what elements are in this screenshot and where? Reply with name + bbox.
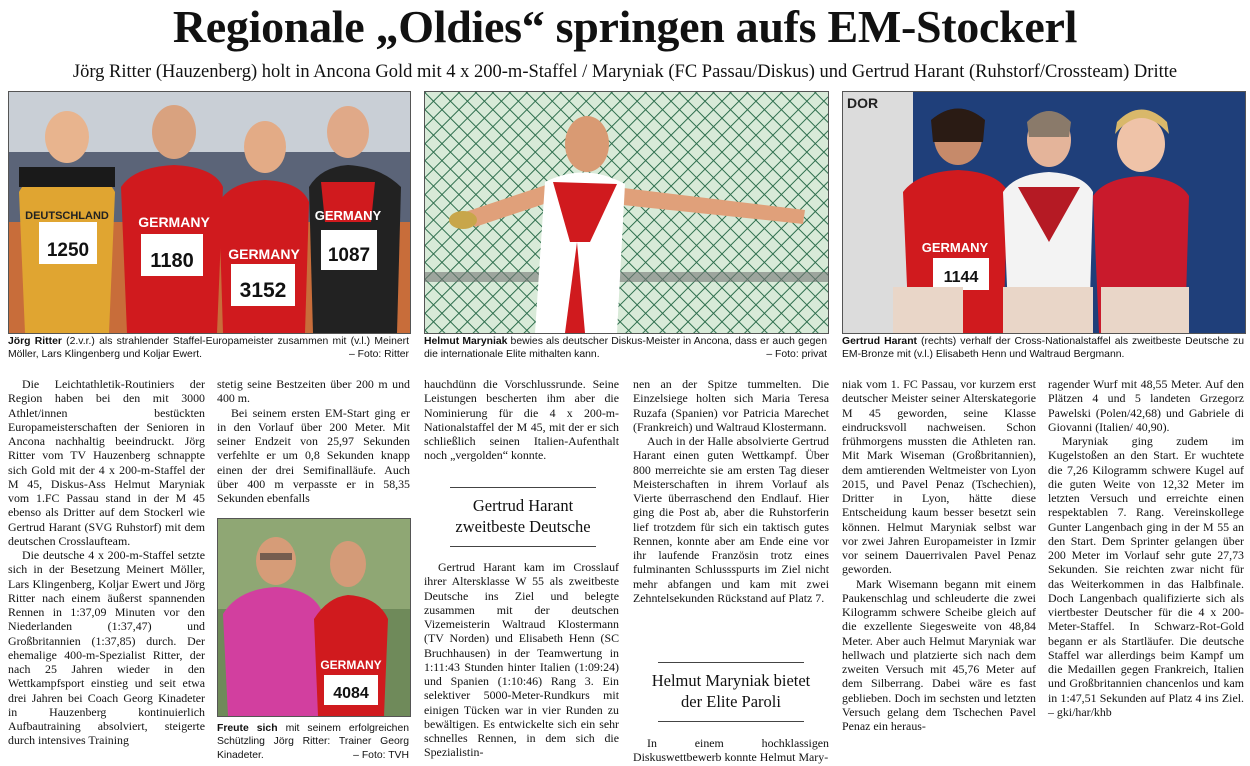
section-subtitle: Gertrud Harant zweitbeste Deutsche [455,496,591,536]
divider [658,662,804,663]
shirt-text: GERMANY [320,658,382,672]
paragraph: In einem hochklassigen Diskuswettbewerb konnte Helmut Mary- [633,736,829,765]
trainer-photo [217,518,411,717]
bib-number: 1250 [46,240,90,261]
photo-credit: – Foto: privat [766,349,827,361]
shirt-text: GERMANY [921,240,989,255]
paragraph: hauchdünn die Vorschlussrunde. Seine Leistungen bescherten ihm aber die Nominierung für die 4 x 200-m-Nationalstaffel der M 45, mit der er sich schließlich seinen Italien-Aufenthalt noch „vergolden“ konnte. [424,377,619,463]
paragraph: nen an der Spitze tummelten. Die Einzelsiege holten sich Maria Teresa Ruzafa (Spanien) vor Patricia Marechet (Frankreich) und Waltraud Klostermann. [633,377,829,434]
discus-photo-caption [424,335,827,362]
section-subtitle: Helmut Maryniak bietet der Elite Paroli [651,671,811,711]
divider [450,487,596,488]
relay-team-photo [8,91,411,334]
paragraph: Bei seinem ersten EM-Start ging er in den Vorlauf über 200 Meter. Mit seiner Endzeit von 25,97 Sekunden verfehlte er um 0,8 Sekunden knapp einen der drei Semifinalläufe. Auch über 400 m verpasste er in 58,35 Sekunden ebenfalls [217,405,410,505]
divider [450,546,596,547]
paragraph: Die deutsche 4 x 200-m-Staffel setzte sich in der Besetzung Meinert Möller, Lars Klingenberg, Koljar Ewert und Jörg Ritter nach einem äußerst spannenden Rennen in 1:37,09 Minuten vor den Niederlanden (1:37,47) und Großbritannien (1:37,85) durch. Der ehemalige 400-m-Spezialist Ritter, der nach 25 Jahren wieder in den Wettkampfsport einstieg und seit etwa drei Jahren bei Coach Georg Kinadeter in Hauzenberg kontinuierlich Aufbautraining absolviert, steigerte durch intensives Training [8,548,205,748]
bib-number: 1180 [150,250,194,272]
article-column-4 [633,377,829,605]
paragraph: Gertrud Harant kam im Crosslauf ihrer Altersklasse W 55 als zweitbeste Deutsche ins Ziel und belegte zusammen mit der deutschen Vizemeisterin Waltraud Klostermann (TV Norden) und Elisabeth Henn (SC Bruchhausen) in der Teamwertung in 1:11:43 Stunden hinter Italien (1:09:24) und Spanien (1:10:46) Rang 3. Ein selektiver 5000-Meter-Rundkurs mit einigen Tücken war in vier Runden zu bewältigen. Es entwickelte sich ein sehr schnelles Rennen, in dem sich die Spezialistin- [424,560,619,760]
caption-name: Helmut Maryniak [424,336,508,347]
trainer-photo-caption [217,722,409,762]
article-column-2 [217,377,410,505]
paragraph: stetig seine Bestzeiten über 200 m und 400 m. [217,377,410,406]
shirt-text: GERMANY [138,214,210,230]
article-column-4b [633,736,829,765]
paragraph: Mark Wisemann begann mit einem Paukenschlag und schleuderte die zwei Kilogramm schwere Scheibe gleich auf die exzellente Siegesweite von 48,84 Meter. Aber auch Helmut Maryniak war hellwach und platzierte sich nach dem zweiten Versuch mit 45,76 Meter auf dem Silberrang. Dabei wäre es fast geblieben. Doch im sechsten und letzten Versuch gelang dem Tschechen Pavel Penaz ein heraus- [842,576,1036,733]
photo-credit: – Foto: Ritter [348,349,409,361]
article-column-3 [424,377,619,463]
relay-photo-caption [8,335,409,362]
shirt-text: GERMANY [314,208,382,223]
caption-text: mit seinem erfolgreichen Schützling Jörg Ritter: Trainer Georg Kinadeter. [217,723,410,761]
divider [658,721,804,722]
subheadline: Jörg Ritter (Hauzenberg) holt in Ancona Gold mit 4 x 200-m-Staffel / Maryniak (FC Passau/Diskus) und Gertrud Harant (Ruhstorf/Crossteam) Dritte [72,62,1178,82]
paragraph: Die Leichtathletik-Routiniers der Region haben bei den mit 3000 Athlet/innen bestückten Europameisterschaften der Senioren in Ancona nachhaltig beeindruckt. Jörg Ritter vom TV Hauzenberg schnappte sich Gold mit der 4 x 200-m-Staffel der M 45, Diskus-Ass Helmut Maryniak vom 1.FC Passau stand in der M 45 ebenso als Dritter auf dem Stockerl wie Gertrud Harant (SVG Ruhstorf) mit dem deutschen Crosslaufteam. [8,377,205,548]
caption-name: Freute sich [217,723,278,734]
bib-number: 1087 [327,245,371,266]
article-column-6 [1048,377,1244,719]
caption-text: (2.v.r.) als strahlender Staffel-Europameister zusammen mit (v.l.) Meinert Möller, Lars Klingenberg und Koljar Ewert. [8,336,409,361]
article-column-5 [842,377,1036,733]
bib-number: 3152 [239,279,287,302]
article-column-3b [424,560,619,760]
caption-name: Jörg Ritter [8,336,62,347]
cross-team-photo [842,91,1246,334]
headline: Regionale „Oldies“ springen aufs EM-Stockerl [172,1,1078,52]
bib-number: 1144 [943,269,979,286]
caption-name: Gertrud Harant [842,336,918,347]
paragraph: ragender Wurf mit 48,55 Meter. Auf den Plätzen 4 und 5 landeten Grzegorz Pawelski (Polen/42,68) und Gabriele di Giovanni (Italien/ 40,90). [1048,377,1244,434]
shirt-text: DEUTSCHLAND [25,210,109,222]
caption-text: bewies als deutscher Diskus-Meister in Ancona, dass er auch gegen die internationale Elite mithalten kann. [424,336,827,361]
article-column-1 [8,377,205,748]
shirt-text: GERMANY [228,246,300,262]
background-text: DOR [847,95,879,111]
caption-text: (rechts) verhalf der Cross-Nationalstaffel als zweitbeste Deutsche zu EM-Bronze mit (v.l.) Elisabeth Henn und Waltraud Bergmann. [842,336,1244,361]
paragraph: Auch in der Halle absolvierte Gertrud Harant einen guten Wettkampf. Über 800 merreichte sie am ersten Tag dieser Meisterschaften in ihrem Vorlauf als Vierte überraschend den Endlauf. Hier ging die Post ab, aber die Ruhstorferin lief trotzdem für sich ein taktisch gutes Rennen, konnte aber am Ende eine vor ihr laufende Französin trotz eines fulminanten Schlussspurts im Ziel nicht mehr abfangen und kam mit zwei Zehntelsekunden Rückstand auf Platz 7. [633,434,829,605]
bib-number: 4084 [333,685,369,702]
photo-credit: – Foto: TVH [353,749,409,761]
cross-photo-caption [842,335,1244,362]
paragraph: Maryniak ging zudem im Kugelstoßen an den Start. Er wuchtete die 7,26 Kilogramm schwere Kugel auf die guten Weite von 12,32 Meter im letzten Versuch und erreichte einen respektablen 7. Rang. Vereinskollege Gunter Langenbach ging in der M 55 an den Start. Dem Sprinter gelangen über 200 Meter im Vorlauf sehr gute 27,73 Sekunden. Sie reichten zwar nicht für das Weiterkommen in das Halbfinale. Doch Langenbach qualifizierte sich als viertbester Deutscher für die 4 x 200-Meter-Staffel. In Schwarz-Rot-Gold begann er als Startläufer. Die deutsche Staffel war allerdings beim Kampf um die Medaillen gegen Frankreich, Italien und Großbritannien chancenlos und kam in 1:47,51 Sekunden auf Platz 4 ins Ziel. – gki/har/khb [1048,434,1244,719]
paragraph: niak vom 1. FC Passau, vor kurzem erst deutscher Meister seiner Alterskategorie M 45 geworden, seine Klasse eindrucksvoll nachweisen. Schon frühmorgens mussten die Athleten ran. Mit Mark Wiseman (Großbritannien), dem amtierenden Weltmeister von Lyon 2015, und Pavel Penaz (Tschechien), Dritter in Lyon, hätte diese Entscheidung kaum besser besetzt sein können. Helmut Maryniak selbst war vor zwei Jahren Europameister in Izmir vor seinem Dauerrivalen Pavel Penaz geworden. [842,377,1036,577]
discus-photo [424,91,829,334]
